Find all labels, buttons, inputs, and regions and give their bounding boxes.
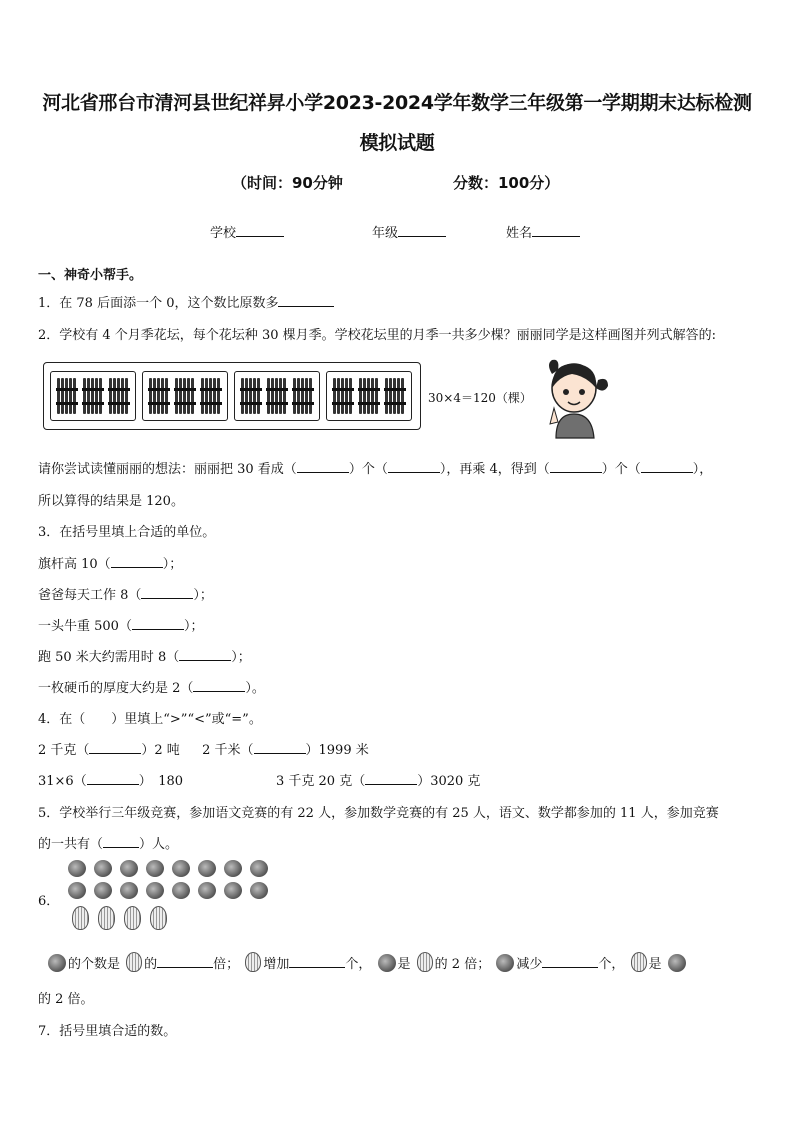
answer-blank[interactable]	[278, 294, 334, 307]
cabbage-icon	[98, 906, 115, 930]
answer-blank[interactable]	[141, 586, 193, 599]
answer-blank[interactable]	[365, 772, 417, 785]
q3-item	[38, 646, 251, 665]
bundle-figure	[43, 362, 421, 430]
time-label: （时间：90分钟	[232, 174, 343, 192]
answer-blank[interactable]	[388, 460, 440, 473]
q6-text: 个，	[345, 957, 372, 972]
answer-blank[interactable]	[254, 741, 306, 754]
q6-text: 的	[144, 957, 158, 972]
cabbage-icon	[150, 906, 167, 930]
answer-blank[interactable]	[111, 555, 163, 568]
q4-text: ）2 吨	[141, 743, 180, 758]
question-2-explanation-line2: 所以算得的结果是 120。	[38, 494, 184, 509]
question-6-line2: 的 2 倍。	[38, 992, 94, 1007]
eggplant-icon	[146, 860, 164, 877]
girl-illustration	[538, 354, 610, 442]
answer-blank[interactable]	[641, 460, 693, 473]
answer-blank[interactable]	[179, 648, 231, 661]
stick-bundle	[333, 378, 353, 414]
q4-row	[38, 770, 183, 789]
question-6-sentence	[46, 952, 688, 972]
answer-blank[interactable]	[550, 460, 602, 473]
answer-blank[interactable]	[542, 955, 598, 968]
answer-blank[interactable]	[157, 955, 213, 968]
q6-text: 个，	[598, 957, 625, 972]
stick-bundle	[241, 378, 261, 414]
answer-blank[interactable]	[193, 679, 245, 692]
bundle-group	[50, 371, 136, 421]
question-6-number: 6．	[38, 894, 60, 909]
q4-text: 3 千克 20 克（	[276, 774, 366, 789]
q6-text: 倍；	[213, 957, 240, 972]
stick-bundle	[83, 378, 103, 414]
eggplant-icon	[120, 860, 138, 877]
cabbage-icon	[245, 952, 261, 972]
q4-text: 2 千克（	[38, 743, 90, 758]
q5-text: 的一共有（	[38, 837, 104, 852]
answer-blank[interactable]	[103, 835, 139, 848]
stick-bundle	[109, 378, 129, 414]
q3-item-text: ）；	[193, 588, 213, 603]
question-5: 5．学校举行三年级竞赛，参加语文竞赛的有 22 人，参加数学竞赛的有 25 人，语文、数学都参加的 11 人，参加竞赛	[38, 806, 719, 821]
eggplant-icon	[94, 860, 112, 877]
q3-item	[38, 677, 265, 696]
q6-text: 是	[648, 957, 662, 972]
bundle-group	[234, 371, 320, 421]
school-blank[interactable]	[236, 224, 284, 237]
q3-item-text: ）；	[231, 650, 251, 665]
question-5-line2	[38, 833, 178, 852]
bundle-group	[142, 371, 228, 421]
q6-text: 减少	[516, 957, 543, 972]
question-2: 2．学校有 4 个月季花坛，每个花坛种 30 棵月季。学校花坛里的月季一共多少棵？丽丽同学是这样画图并列式解答的:	[38, 328, 716, 343]
school-label: 学校	[210, 226, 237, 241]
question-3: 3．在括号里填上合适的单位。	[38, 525, 216, 540]
name-field[interactable]	[506, 222, 580, 241]
q3-item-text: 旗杆高 10（	[38, 557, 111, 572]
question-4: 4．在（ ）里填上“>”“<”或“=”。	[38, 712, 262, 727]
q4-row	[38, 739, 369, 758]
q3-item-text: 一头牛重 500（	[38, 619, 132, 634]
eggplant-icon	[120, 882, 138, 899]
grade-field[interactable]	[372, 222, 446, 241]
question-1	[38, 292, 334, 311]
explain-part: ）个（	[601, 462, 641, 477]
answer-blank[interactable]	[289, 955, 345, 968]
explain-part: ）个（	[348, 462, 388, 477]
q3-item-text: ）。	[245, 681, 265, 696]
q3-item-text: ）；	[162, 557, 183, 572]
stick-bundle	[267, 378, 287, 414]
eggplant-icon	[378, 954, 396, 972]
grade-label: 年级	[372, 226, 399, 241]
eggplant-icon	[198, 882, 216, 899]
eggplant-icon	[224, 882, 242, 899]
q6-text: 的个数是	[68, 957, 121, 972]
answer-blank[interactable]	[132, 617, 184, 630]
q1-text: 1．在 78 后面添一个 0，这个数比原数多	[38, 296, 279, 311]
cabbage-icon	[124, 906, 141, 930]
bundle-group	[326, 371, 412, 421]
q6-text: 是	[397, 957, 411, 972]
school-field[interactable]	[210, 222, 284, 241]
q4-text: 31×6（	[38, 774, 87, 789]
q3-item-text: 爸爸每天工作 8（	[38, 588, 142, 603]
name-blank[interactable]	[532, 224, 580, 237]
explain-part: ），再乘 4，得到（	[439, 462, 550, 477]
answer-blank[interactable]	[297, 460, 349, 473]
stick-bundle	[57, 378, 77, 414]
q3-item-text: 跑 50 米大约需用时 8（	[38, 650, 180, 665]
stick-bundle	[359, 378, 379, 414]
eggplant-icon	[250, 882, 268, 899]
equation-label: 30×4＝120（棵）	[428, 391, 532, 405]
eggplant-icon	[668, 954, 686, 972]
page-title: 河北省邢台市清河县世纪祥昇小学2023-2024学年数学三年级第一学期期末达标检测	[42, 92, 752, 114]
eggplant-icon	[48, 954, 66, 972]
q6-text: 的 2 倍；	[434, 957, 491, 972]
eggplant-icon	[146, 882, 164, 899]
eggplant-icon	[68, 860, 86, 877]
name-label: 姓名	[506, 226, 533, 241]
cabbage-icon	[631, 952, 647, 972]
q4-row-right	[276, 770, 480, 789]
eggplant-icon	[68, 882, 86, 899]
q3-item	[38, 615, 203, 634]
score-label: 分数：100分）	[453, 174, 560, 192]
explain-part: ），	[692, 462, 713, 477]
cabbage-icon	[72, 906, 89, 930]
stick-bundle	[149, 378, 169, 414]
q3-item	[38, 584, 213, 603]
eggplant-icon	[172, 860, 190, 877]
eggplant-icon	[496, 954, 514, 972]
q4-text: ）1999 米	[305, 743, 369, 758]
q3-item-text: ）；	[183, 619, 204, 634]
q3-item	[38, 553, 182, 572]
answer-blank[interactable]	[89, 741, 141, 754]
grade-blank[interactable]	[398, 224, 446, 237]
eggplant-icon	[94, 882, 112, 899]
q3-item-text: 一枚硬币的厚度大约是 2（	[38, 681, 194, 696]
eggplant-icon	[198, 860, 216, 877]
eggplant-icon	[172, 882, 190, 899]
stick-bundle	[201, 378, 221, 414]
cabbage-icon	[417, 952, 433, 972]
cabbage-icon	[126, 952, 142, 972]
question-7: 7．括号里填合适的数。	[38, 1024, 177, 1039]
q5-text: ）人。	[139, 837, 179, 852]
stick-bundle	[293, 378, 313, 414]
q4-text: 2 千米（	[202, 743, 254, 758]
stick-bundle	[385, 378, 405, 414]
section-heading: 一、神奇小帮手。	[38, 268, 143, 283]
eggplant-icon	[224, 860, 242, 877]
q4-text: ） 180	[138, 774, 184, 789]
question-2-explanation	[38, 458, 712, 477]
q6-text: 增加	[263, 957, 290, 972]
q4-text: ）3020 克	[417, 774, 481, 789]
explain-part: 请你尝试读懂丽丽的想法：丽丽把 30 看成（	[38, 462, 297, 477]
answer-blank[interactable]	[87, 772, 139, 785]
stick-bundle	[175, 378, 195, 414]
page-title-continued: 模拟试题	[359, 132, 435, 154]
eggplant-icon	[250, 860, 268, 877]
